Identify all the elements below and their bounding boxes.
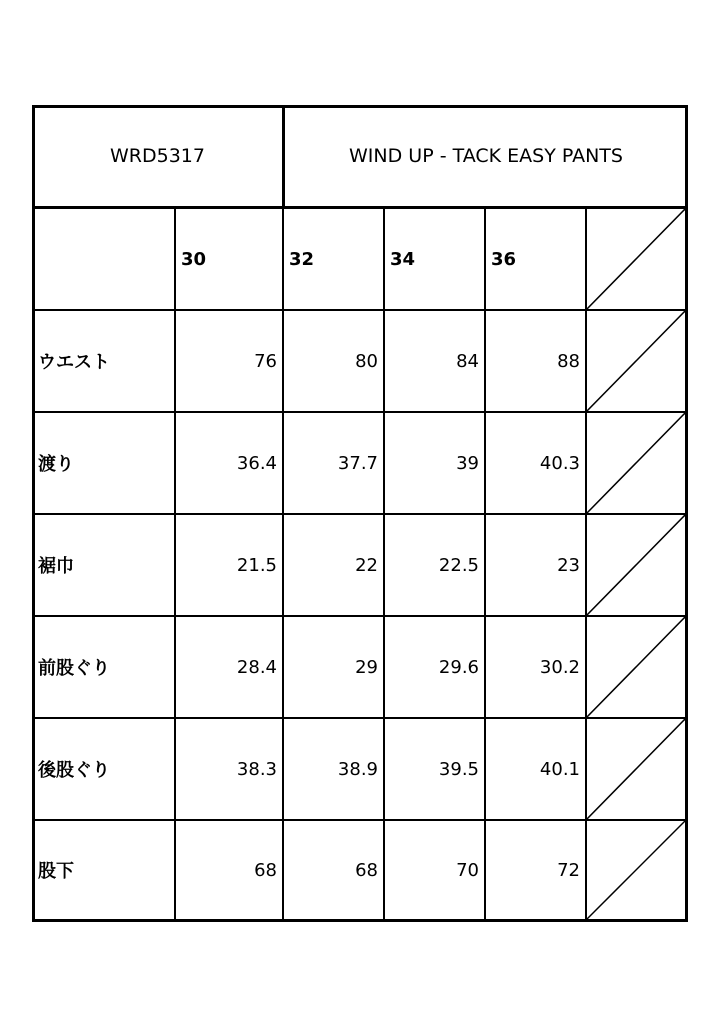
row-label: 渡り [38,454,74,475]
table-cell: 40.1 [539,758,580,780]
table-cell: 70 [456,859,479,881]
table-cell: 38.9 [337,758,378,780]
empty-cell-slash [587,617,685,717]
empty-cell-slash [587,413,685,513]
empty-cell-slashes [587,209,685,921]
row-label: ウエスト [38,352,110,373]
size-header-36: 36 [491,248,517,270]
empty-cell-slash [587,821,685,919]
table-cell: 68 [254,859,277,881]
table-cell: 68 [355,859,378,881]
table-cell: 37.7 [337,452,378,474]
table-cell: 40.3 [539,452,580,474]
table-cell: 22.5 [438,554,479,576]
empty-cell-slash [587,515,685,615]
table-cell: 21.5 [236,554,277,576]
table-cell: 28.4 [236,656,277,678]
table-cell: 39.5 [438,758,479,780]
product-code: WRD5317 [110,145,205,167]
row-label: 股下 [38,861,74,882]
table-cell: 76 [254,350,277,372]
row-label: 前股ぐり [38,658,110,679]
table-cell: 38.3 [236,758,277,780]
table-cell: 36.4 [236,452,277,474]
table-cell: 30.2 [539,656,580,678]
table-cell: 29 [355,656,378,678]
row-label: 裾巾 [38,556,74,577]
row-label: 後股ぐり [38,760,110,781]
table-cell: 39 [456,452,479,474]
size-header-32: 32 [289,248,315,270]
table-cell: 23 [557,554,580,576]
table-cell: 80 [355,350,378,372]
table-cell: 22 [355,554,378,576]
table-cell: 84 [456,350,479,372]
empty-cell-slash [587,719,685,819]
table-cell: 29.6 [438,656,479,678]
size-header-34: 34 [390,248,416,270]
table-cell: 88 [557,350,580,372]
size-chart-table [32,105,688,922]
product-name: WIND UP - TACK EASY PANTS [349,145,623,167]
size-header-30: 30 [181,248,207,270]
empty-cell-slash [587,209,685,309]
empty-cell-slash [587,311,685,411]
table-cell: 72 [557,859,580,881]
